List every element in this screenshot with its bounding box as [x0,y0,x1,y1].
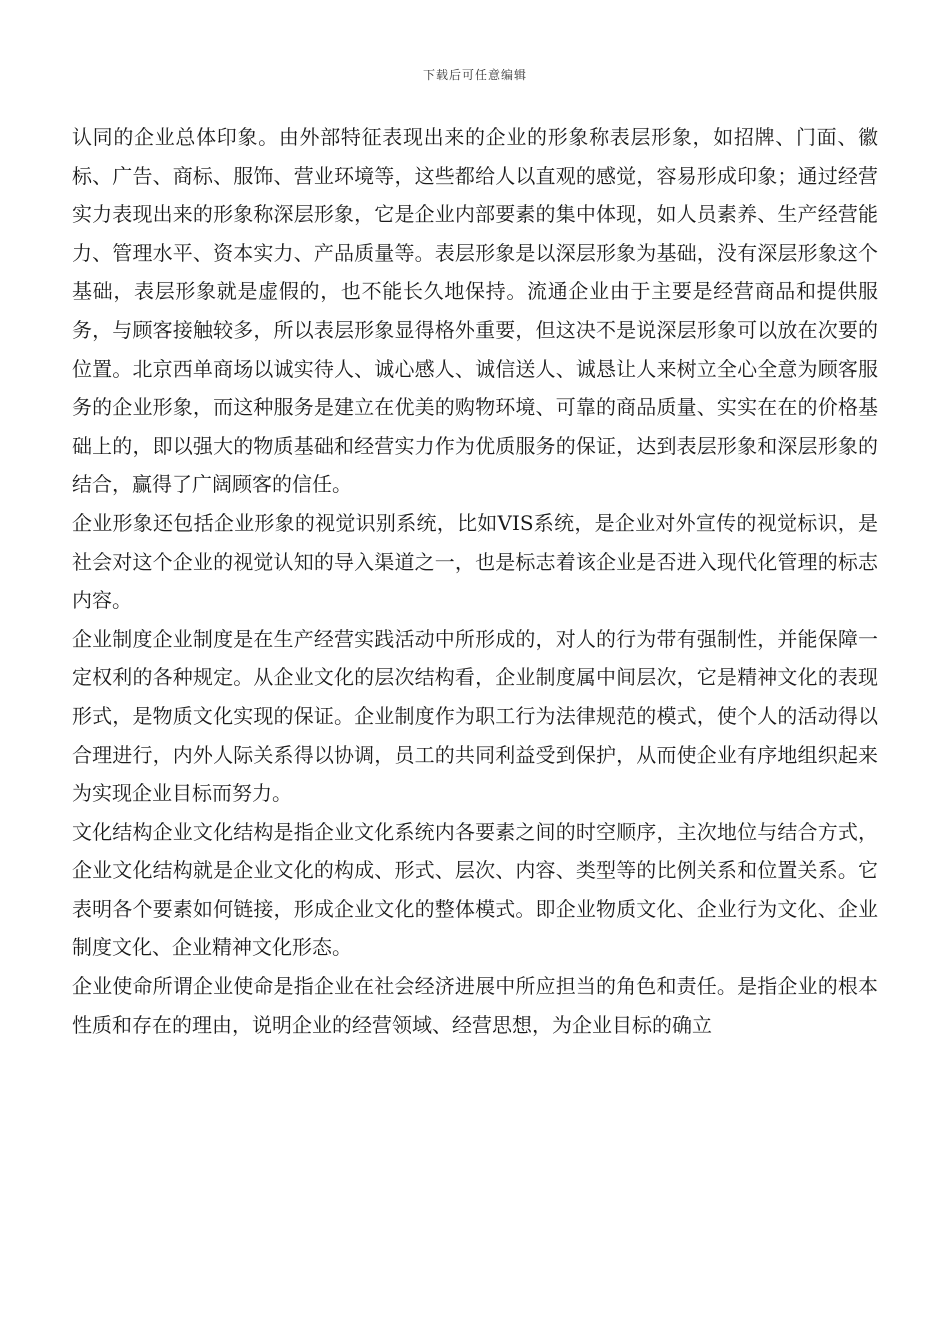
paragraph-enterprise-system: 企业制度企业制度是在生产经营实践活动中所形成的，对人的行为带有强制性，并能保障一定权利的各种规定。从企业文化的层次结构看，企业制度属中间层次，它是精神文化的表现形式，是物质文化实现的保证。企业制度作为职工行为法律规范的模式，使个人的活动得以合理进行，内外人际关系得以协调，员工的共同利益受到保护，从而使企业有序地组织起来为实现企业目标而努力。 [72,626,878,806]
paragraph-culture-structure: 文化结构企业文化结构是指企业文化系统内各要素之间的时空顺序，主次地位与结合方式，企业文化结构就是企业文化的构成、形式、层次、内容、类型等的比例关系和位置关系。它表明各个要素如何链接，形成企业文化的整体模式。即企业物质文化、企业行为文化、企业制度文化、企业精神文化形态。 [72,819,878,960]
page-header: 下载后可任意编辑 [422,68,527,82]
paragraph-enterprise-mission: 企业使命所谓企业使命是指企业在社会经济进展中所应担当的角色和责任。是指企业的根本性质和存在的理由，说明企业的经营领域、经营思想，为企业目标的确立 [72,974,878,1037]
paragraph-visual-identity: 企业形象还包括企业形象的视觉识别系统，比如VIS系统，是企业对外宣传的视觉标识，是社会对这个企业的视觉认知的导入渠道之一，也是标志着该企业是否进入现代化管理的标志内容。 [72,510,878,613]
paragraph-corporate-image: 认同的企业总体印象。由外部特征表现出来的企业的形象称表层形象，如招牌、门面、徽标、广告、商标、服饰、营业环境等，这些都给人以直观的感觉，容易形成印象；通过经营实力表现出来的形象称深层形象，它是企业内部要素的集中体现，如人员素养、生产经营能力、管理水平、资本实力、产品质量等。表层形象是以深层形象为基础，没有深层形象这个基础，表层形象就是虚假的，也不能长久地保持。流通企业由于主要是经营商品和提供服务，与顾客接触较多，所以表层形象显得格外重要，但这决不是说深层形象可以放在次要的位置。北京西单商场以诚实待人、诚心感人、诚信送人、诚恳让人来树立全心全意为顾客服务的企业形象，而这种服务是建立在优美的购物环境、可靠的商品质量、实实在在的价格基础上的，即以强大的物质基础和经营实力作为优质服务的保证，达到表层形象和深层形象的结合，赢得了广阔顾客的信任。 [72,125,878,497]
document-body [72,118,878,1044]
